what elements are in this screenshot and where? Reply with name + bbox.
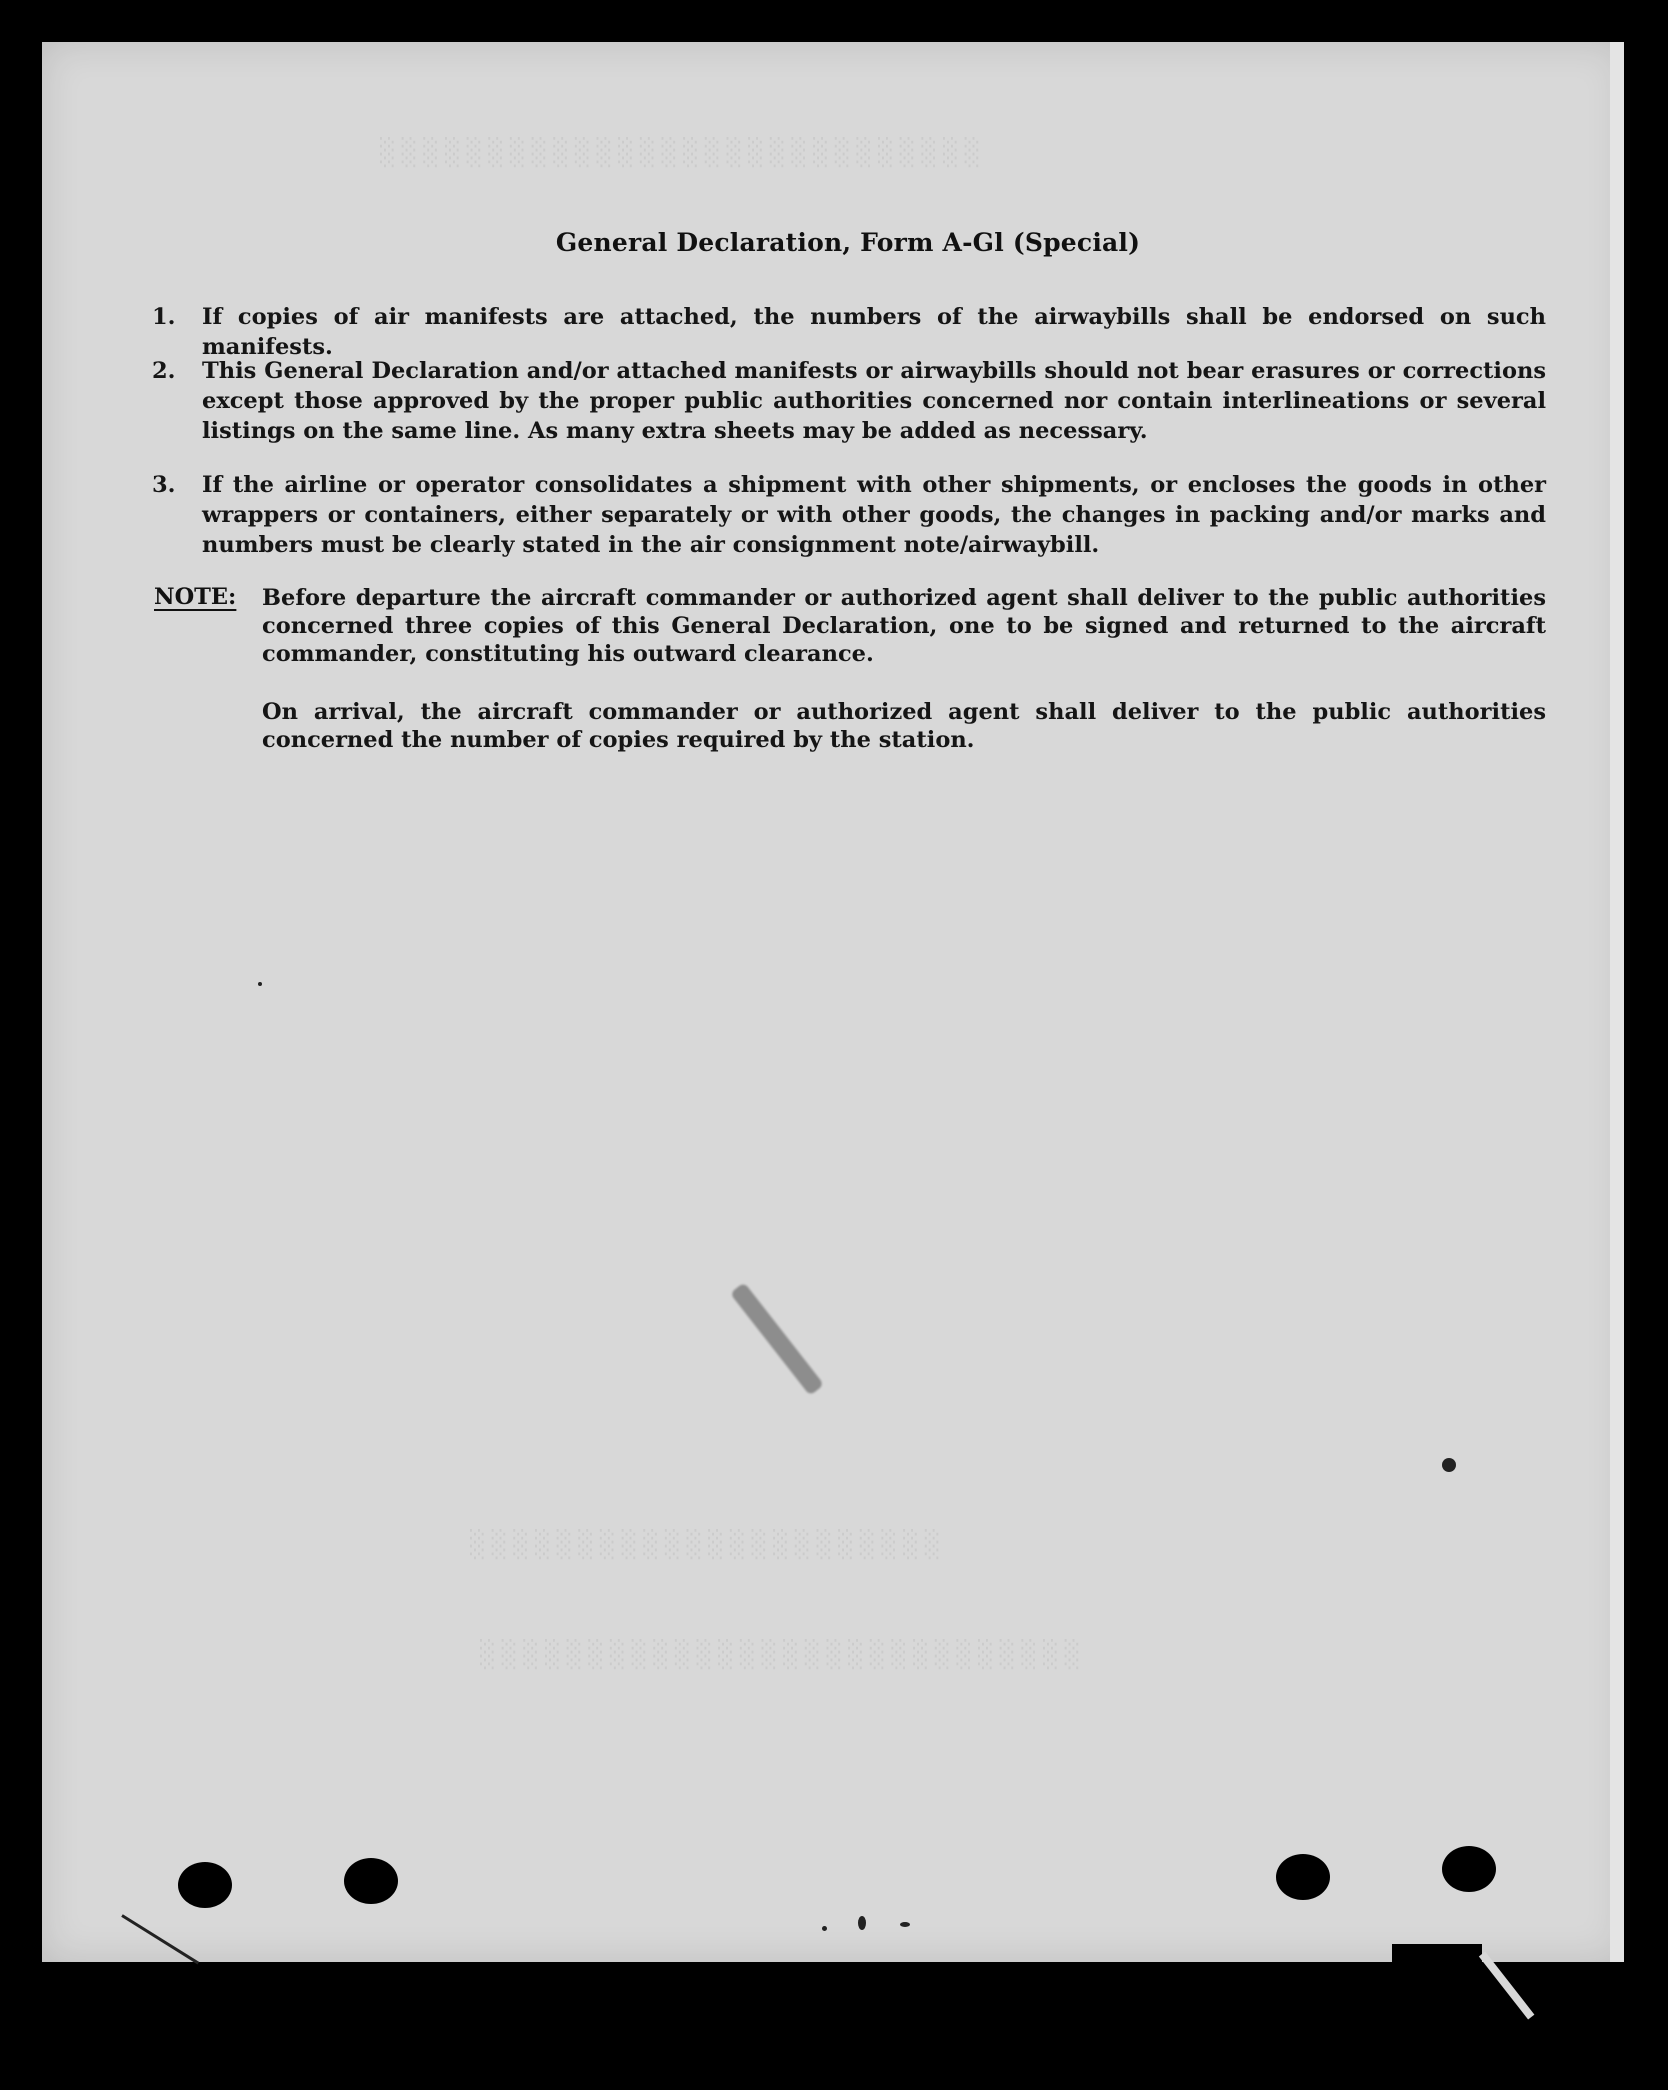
show-through-mark: ░░░░░░░░░░░░░░░░░░░░░░░░░░░░ — [480, 1640, 1087, 1670]
ink-speck — [822, 1926, 827, 1931]
note-paragraph-1: Before departure the aircraft commander or authorized agent shall deliver to the public authorities concerned three copies of this General Declaration, one to be signed and returned to the aircraft commander, constituting his outward clearance. — [262, 585, 1546, 667]
punch-hole — [1276, 1854, 1330, 1900]
item-text: If the airline or operator consolidates a shipment with other shipments, or encloses the goods in other wrappers or containers, either separately or with other goods, the changes in packing and/or marks and numbers must be clearly stated in the air consignment note/airwaybill. — [202, 472, 1546, 558]
item-number: 3. — [152, 472, 176, 498]
item-number: 2. — [152, 358, 176, 384]
item-text: If copies of air manifests are attached, the numbers of the airwaybills shall be endorsed on such manifests. — [202, 304, 1546, 360]
punch-hole — [344, 1858, 398, 1904]
ink-speck — [858, 1916, 866, 1930]
list-item-1 — [0, 302, 1668, 360]
ink-speck — [900, 1922, 910, 1927]
punch-hole — [178, 1862, 232, 1908]
list-item-2 — [0, 356, 1668, 448]
list-item-3 — [0, 470, 1668, 562]
paper-tab — [1392, 1944, 1482, 1966]
ink-speck — [258, 982, 262, 986]
punch-hole — [1442, 1846, 1496, 1892]
document-title: General Declaration, Form A-Gl (Special) — [555, 228, 1141, 257]
item-text: This General Declaration and/or attached manifests or airwaybills should not bear erasures or corrections except those approved by the proper public authorities concerned nor contain interlineations or several listings on the same line. As many extra sheets may be added as necessary. — [202, 358, 1546, 444]
note-label: NOTE: — [154, 584, 237, 610]
item-number: 1. — [152, 304, 176, 330]
note-paragraph-2: On arrival, the aircraft commander or authorized agent shall deliver to the public authorities concerned the number of copies required by the station. — [262, 699, 1546, 753]
ink-speck — [1442, 1458, 1456, 1472]
show-through-mark: ░░░░░░░░░░░░░░░░░░░░░░ — [470, 1530, 947, 1560]
show-through-mark: ░░░░░░░░░░░░░░░░░░░░░░░░░░░░ — [380, 138, 987, 168]
